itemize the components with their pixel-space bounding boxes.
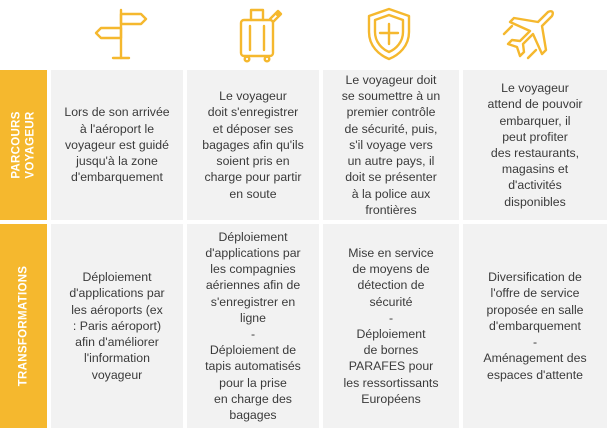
transformation-cell-checkin: Déploiement d'applications par les compagnies aériennes afin de s'enregistrer en ligne - Déploiement de tapis automatisés pour la prise en charge des bagages: [187, 224, 319, 428]
transformation-cell-security: Mise en service de moyens de détection de sécurité - Déploiement de bornes PARAFES pour les ressortissants Européens: [323, 224, 459, 428]
transformation-cell-arrival: Déploiement d'applications par les aéroports (ex : Paris aéroport) afin d'améliorer l'information voyageur: [51, 224, 183, 428]
luggage-icon: [228, 4, 288, 64]
signpost-icon: [91, 4, 151, 64]
parcours-cell-boarding: Le voyageur attend de pouvoir embarquer, il peut profiter des restaurants, magasins et d'activités disponibles: [463, 70, 607, 220]
parcours-cell-arrival: Lors de son arrivée à l'aéroport le voyageur est guidé jusqu'à la zone d'embarquement: [51, 70, 183, 220]
row-label-transformations: TRANSFORMATIONS: [0, 224, 47, 428]
row-label-parcours: PARCOURS VOYAGEUR: [0, 70, 47, 220]
icon-row: [0, 0, 607, 70]
security-shield-icon: [359, 4, 419, 64]
transformation-cell-boarding: Diversification de l'offre de service proposée en salle d'embarquement - Aménagement des espaces d'attente: [463, 224, 607, 428]
journey-table: [0, 70, 607, 428]
parcours-cell-security: Le voyageur doit se soumettre à un premier contrôle de sécurité, puis, s'il voyage vers un autre pays, il doit se présenter à la police aux frontières: [323, 70, 459, 220]
parcours-cell-checkin: Le voyageur doit s'enregistrer et déposer ses bagages afin qu'ils soient pris en charge pour partir en soute: [187, 70, 319, 220]
airplane-icon: [498, 4, 558, 64]
